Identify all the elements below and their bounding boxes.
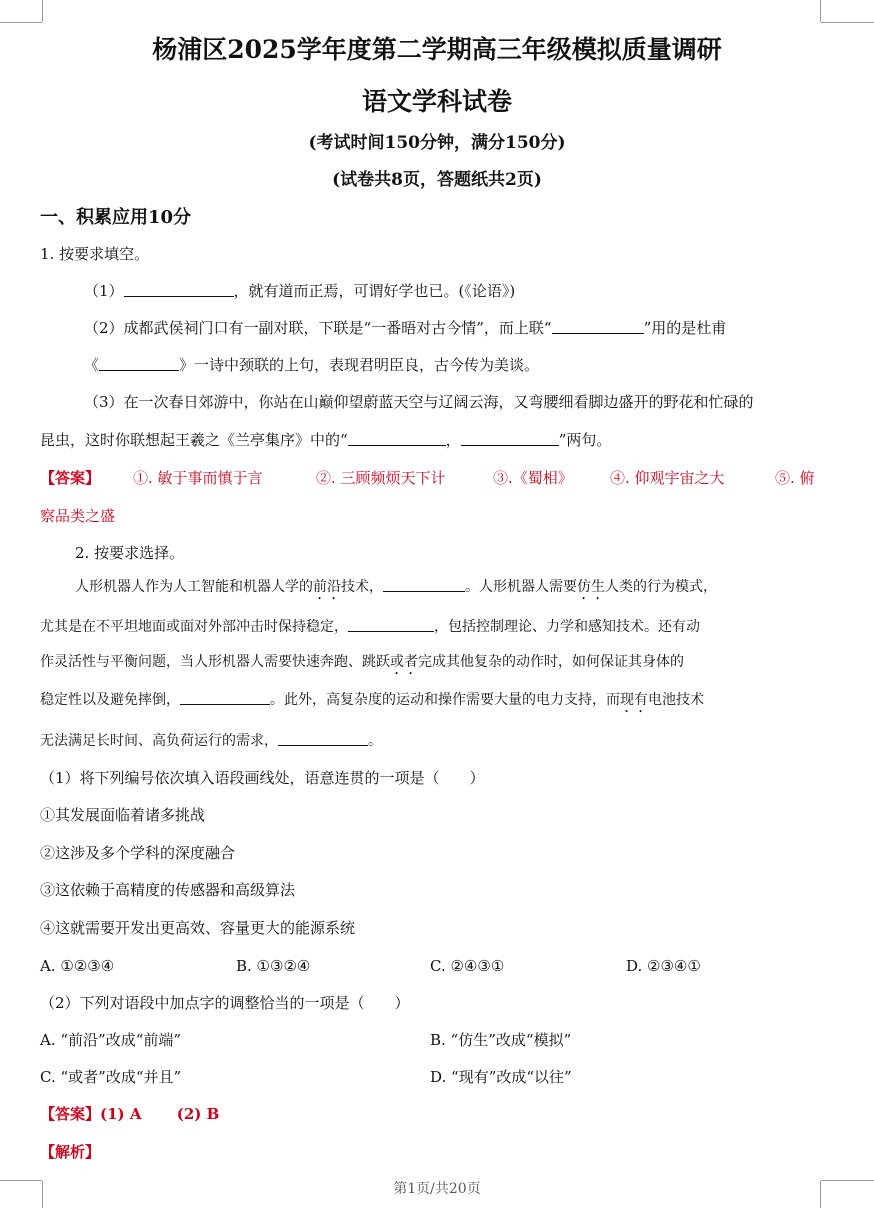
- choice-b: B. ①③②④: [236, 957, 311, 975]
- answer-item: ②. 三顾频烦天下计: [316, 469, 446, 487]
- page-footer: 第1页/共20页: [393, 1181, 481, 1197]
- choice-d: D. ②③④①: [626, 957, 701, 975]
- q1-answer: [40, 468, 820, 488]
- q1-item-2-text-c1: 《: [84, 356, 100, 374]
- q2-sub-2: （2）下列对语段中加点字的调整恰当的一项是（ ）: [40, 994, 410, 1012]
- passage-line: [40, 731, 382, 751]
- choice-c: C. ②④③①: [430, 957, 505, 975]
- passage-line: [40, 617, 700, 637]
- blank-line: [278, 731, 368, 746]
- question-1-stem: 1. 按要求填空。: [40, 245, 150, 263]
- choice-c: C. “或者”改成“并且”: [40, 1068, 182, 1086]
- q1-item-2-text-c2: 》一诗中颈联的上句，表现君明臣良，古今传为美谈。: [179, 356, 540, 374]
- q1-item-2: [84, 318, 726, 338]
- passage-text: 完成其他复杂的动作时，如何保证其身体的: [418, 654, 684, 670]
- passage-text: ，包括控制理论、力学和感知技术。还有动: [434, 619, 700, 635]
- answer-label: 【答案】: [40, 469, 101, 487]
- section-heading: 一、积累应用10分: [40, 207, 192, 228]
- q1-item-1: [84, 281, 515, 301]
- passage-text: 作灵活性与平衡问题，当人形机器人需要快速奔跑、跳跃: [40, 654, 390, 670]
- blank-line: [180, 690, 270, 705]
- passage-text: 技术，: [341, 579, 383, 595]
- page-count: (试卷共8页，答题纸共2页): [332, 170, 542, 190]
- exam-time: (考试时间150分钟，满分150分): [308, 133, 566, 153]
- passage-text: 。人形机器人需要: [465, 579, 577, 595]
- dotted-word: 现有: [620, 692, 648, 708]
- passage-text: 人形机器人作为人工智能和机器人学的: [75, 579, 313, 595]
- page-title: 杨浦区2025学年度第二学期高三年级模拟质量调研: [152, 35, 722, 64]
- q1-answer-cont: 察品类之盛: [40, 507, 116, 525]
- blank-line: [99, 356, 179, 371]
- passage-text: 尤其是在不平坦地面或面对外部冲击时保持稳定，: [40, 619, 348, 635]
- crop-mark: [42, 0, 43, 22]
- blank-line: [383, 577, 465, 592]
- blank-line: [124, 282, 234, 297]
- answer-text: (1) A (2) B: [100, 1105, 220, 1123]
- blank-line: [348, 617, 434, 632]
- choice-d: D. “现有”改成“以往”: [430, 1068, 572, 1086]
- q1-item-3-text-c: ”两句。: [558, 431, 612, 449]
- q1-item-2-text: （2）成都武侯祠门口有一副对联，下联是“一番晤对古今情”，而上联“: [84, 319, 552, 337]
- blank-line: [461, 431, 559, 446]
- choice-a: A. “前沿”改成“前端”: [40, 1031, 182, 1049]
- answer-item: ①. 敏于事而慎于言: [133, 469, 263, 487]
- crop-mark: [820, 0, 821, 22]
- dotted-word: 或者: [390, 654, 418, 670]
- crop-mark: [821, 22, 874, 23]
- passage-line: [75, 577, 717, 603]
- answer-item: ③.《蜀相》: [493, 469, 573, 487]
- answer-item: ④. 仰观宇宙之大: [610, 469, 725, 487]
- q1-item-1-text: ，就有道而正焉，可谓好学也已。(《论语》): [233, 282, 516, 300]
- list-item: ③这依赖于高精度的传感器和高级算法: [40, 881, 296, 899]
- q1-item-2-cont: [84, 355, 539, 375]
- list-item: ②这涉及多个学科的深度融合: [40, 844, 236, 862]
- passage-text: 无法满足长时间、高负荷运行的需求，: [40, 733, 278, 749]
- passage-line: [40, 690, 704, 716]
- q1-item-3: （3）在一次春日郊游中，你站在山巅仰望蔚蓝天空与辽阔云海，又弯腰细看脚边盛开的野花和忙碌的: [84, 393, 754, 411]
- passage-text: 人类的行为模式，: [605, 579, 717, 595]
- passage-text: 。此外，高复杂度的运动和操作需要大量的电力支持，而: [270, 692, 620, 708]
- list-item: ④这就需要开发出更高效、容量更大的能源系统: [40, 919, 356, 937]
- analysis-label: 【解析】: [40, 1143, 101, 1161]
- passage-text: 稳定性以及避免摔倒，: [40, 692, 180, 708]
- q1-item-3-cont: [40, 430, 611, 450]
- dotted-word: 前沿: [313, 579, 341, 595]
- list-item: ①其发展面临着诸多挑战: [40, 806, 206, 824]
- q2-answer: [40, 1104, 219, 1124]
- answer-item: ⑤. 俯: [775, 469, 815, 487]
- blank-line: [348, 431, 446, 446]
- q1-item-3-text-b: 昆虫，这时你联想起王羲之《兰亭集序》中的“: [40, 431, 348, 449]
- q2-sub-1: （1）将下列编号依次填入语段画线处，语意连贯的一项是（ ）: [40, 769, 485, 787]
- blank-line: [552, 319, 644, 334]
- choice-a: A. ①②③④: [40, 957, 115, 975]
- passage-text: 电池技术: [648, 692, 704, 708]
- q1-item-3-sep: ，: [445, 431, 461, 449]
- dotted-word: 仿生: [577, 579, 605, 595]
- page-subtitle: 语文学科试卷: [361, 87, 512, 116]
- choice-b: B. “仿生”改成“模拟”: [430, 1031, 572, 1049]
- question-2-stem: 2. 按要求选择。: [75, 544, 185, 562]
- answer-label: 【答案】: [40, 1105, 101, 1123]
- q1-item-1-num: （1）: [84, 282, 124, 300]
- passage-text: 。: [368, 733, 382, 749]
- q1-item-2-text-b: ”用的是杜甫: [643, 319, 727, 337]
- crop-mark: [0, 22, 42, 23]
- passage-line: [40, 652, 684, 678]
